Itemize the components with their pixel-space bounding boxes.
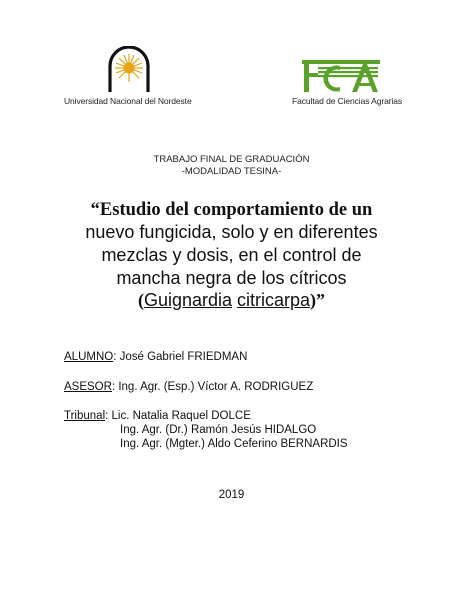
thesis-title-line-2: nuevo fungicida, solo y en diferentes [85,222,378,242]
student-label-sep: : [113,351,117,363]
submission-year: 2019 [218,489,245,501]
student-label: ALUMNO [64,351,114,363]
student-name: José Gabriel FRIEDMAN [116,351,248,363]
thesis-title-line-5 [0,290,463,310]
tribunal-member-3: Ing. Agr. (Mgter.) Aldo Ceferino BERNARDIS [120,438,348,450]
advisor-label-sep: : [111,381,116,393]
tribunal-label-sep: : [105,410,109,422]
work-type-heading: TRABAJO FINAL DE GRADUACIÓN [153,154,310,165]
student-credit [64,351,247,363]
fca-logo-caption: Facultad de Ciencias Agrarias [292,96,403,106]
title-close-quote: )” [310,290,326,310]
advisor-credit [64,381,313,393]
tribunal-member-1: Lic. Natalia Raquel DOLCE [108,410,251,422]
unne-sun-arch-icon [106,46,152,94]
title-species: citricarpa [237,290,311,310]
unne-logo-caption: Universidad Nacional del Nordeste [64,96,192,106]
advisor-name: Ing. Agr. (Esp.) Víctor A. RODRIGUEZ [115,381,314,393]
advisor-label: ASESOR [64,381,112,393]
thesis-title-line-1: “Estudio del comportamiento de un [90,200,373,220]
fca-logo [288,58,403,108]
modality-heading: -MODALIDAD TESINA- [181,166,282,177]
tribunal-member-2: Ing. Agr. (Dr.) Ramón Jesús HIDALGO [120,424,317,436]
thesis-title-line-4: mancha negra de los cítricos [116,268,347,288]
tribunal-credit [64,410,251,422]
title-open-paren: ( [137,290,144,310]
tribunal-label: Tribunal [64,410,106,422]
title-genus: Guignardia [143,290,232,310]
fca-logo-icon [300,58,382,94]
thesis-title-line-3: mezclas y dosis, en el control de [101,245,362,265]
unne-logo [60,46,195,108]
